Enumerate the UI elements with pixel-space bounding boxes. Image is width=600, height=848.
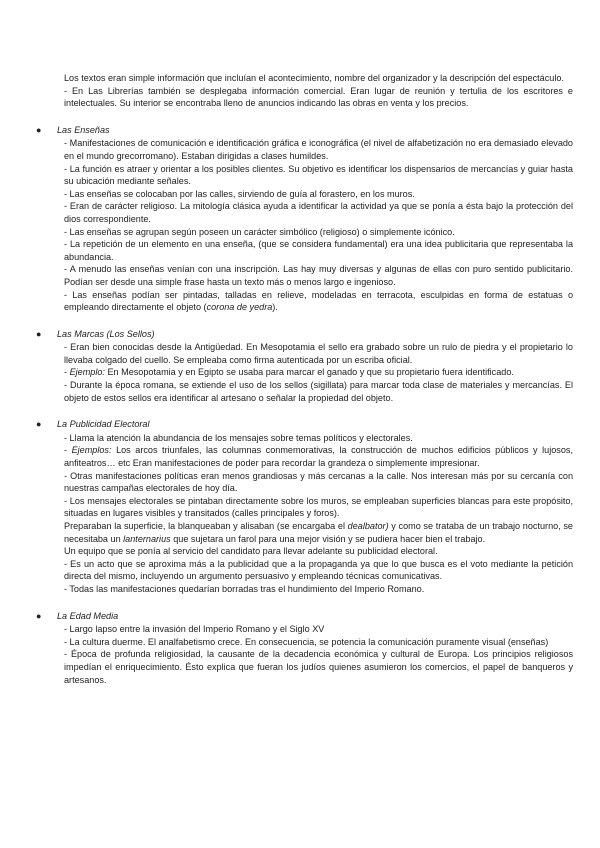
text-run: - La función es atraer y orientar a los posibles clientes. Su objetivo es identificar los dispensarios de mercancías y guiar hasta su ubicación mediante señales. (64, 163, 573, 187)
section-heading (36, 610, 573, 623)
body-paragraph (64, 366, 573, 379)
body-paragraph (64, 545, 573, 558)
intro-paragraph: - En Las Librerías también se desplegaba información comercial. Eran lugar de reunión y tertulia de los escritores e intelectuales. Su interior se encontraba lleno de anuncios indicando las obras en venta y los precios. (64, 85, 573, 109)
text-run: - Manifestaciones de comunicación e identificación gráfica e iconográfica (el nivel de alfabetización no era demasiado elevado en el mundo grecorromano). Estaban dirigidas a clases humildes. (64, 138, 573, 161)
text-run: y como se trataba de un trabajo nocturno, se necesitaba un (64, 521, 573, 544)
text-run: - Otras manifestaciones políticas eran menos grandiosas y más cercanas a la calle. Nos interesan más por su cercanía con nuestras campañas electorales de hoy día. (64, 470, 573, 494)
body-paragraph (64, 341, 573, 366)
text-run: Un equipo que se ponía al servicio del candidato para llevar adelante su publicidad electoral. (64, 546, 438, 557)
text-run: Preparaban la superficie, la blanqueaban y alisaban (se encargaba el (64, 521, 348, 531)
body-paragraph (64, 583, 573, 596)
body-paragraph (64, 470, 573, 495)
text-run: que sujetara un farol para una mejor visión y se pudiera hacer bien el trabajo. (170, 533, 486, 544)
sections-container (36, 124, 573, 686)
section-title: La Edad Media (57, 610, 119, 621)
text-run: - La cultura duerme. El analfabetismo crece. En consecuencia, se potencia la comunicación puramente visual (enseñas) (64, 636, 549, 647)
body-paragraph (64, 432, 573, 445)
section (36, 418, 573, 595)
text-run: - Es un acto que se aproxima más a la publicidad que a la propaganda ya que lo que busca es el voto mediante la petición directa del mismo, incluyendo un argumento persuasivo y empleando técnicas comunicativas. (64, 558, 573, 582)
body-paragraph (64, 636, 573, 649)
section-heading (36, 328, 573, 341)
text-run: Los arcos triunfales, las columnas conmemorativas, la construcción de muchos edificios públicos y lujosos, anfiteatros… etc Eran manifestaciones de poder para recordar la grandeza o simplemente impresionar. (64, 445, 573, 469)
text-run: - Época de profunda religiosidad, la causante de la decadencia económica y cultural de Europa. Los principios religiosos impedían el enriquecimiento. Ésto explica que fueran los judíos quienes asumieron los comercios, el papel de banqueros y artesanos. (64, 649, 573, 685)
body-paragraph (64, 444, 573, 469)
section-title: Las Marcas (Los Sellos) (57, 328, 155, 339)
text-run: - (64, 445, 72, 456)
bullet-icon: ● (36, 328, 42, 339)
body-paragraph (64, 558, 573, 583)
body-paragraph (64, 379, 573, 404)
section (36, 328, 573, 405)
section-body (64, 432, 573, 596)
text-run: - Durante la época romana, se extiende el uso de los sellos (sigillata) para marcar toda clase de materiales y mercancías. El objeto de estos sellos era identificar al artesano o señalar la propiedad del objeto. (64, 380, 573, 403)
body-paragraph (64, 226, 573, 239)
text-run: En Mesopotamia y en Egipto se usaba para marcar el ganado y que su propietario fuera identificado. (104, 367, 514, 378)
italic-text: lanternarius (123, 533, 171, 544)
section (36, 610, 573, 687)
text-run: - La repetición de un elemento en una enseña, (que se considera fundamental) era una idea publicitaria que representaba la abundancia. (64, 239, 573, 262)
intro-text (64, 72, 573, 110)
section-title: La Publicidad Electoral (57, 419, 150, 430)
text-run: - Eran de carácter religioso. La mitología clásica ayuda a identificar la actividad ya que se ponía a ésta bajo la protección del dios correspondiente. (64, 201, 573, 224)
text-run: ). (272, 302, 278, 313)
body-paragraph (64, 137, 573, 162)
body-paragraph (64, 289, 573, 314)
body-paragraph (64, 648, 573, 686)
text-run: - Las enseñas se colocaban por las calles, sirviendo de guía al forastero, en los muros. (64, 188, 415, 199)
italic-text: corona de yedra (206, 302, 273, 313)
italic-text: Ejemplos: (71, 445, 112, 456)
body-paragraph (64, 188, 573, 201)
body-paragraph (64, 238, 573, 263)
text-run: - Los mensajes electorales se pintaban directamente sobre los muros, se empleaban superficies blancas para este propósito, situadas en lugares visibles y transitados (calles principales y foros). (64, 495, 573, 519)
section-body (64, 623, 573, 686)
text-run: - (64, 367, 70, 378)
text-run: - Eran bien conocidas desde la Antigüedad. En Mesopotamia el sello era grabado sobre un rulo de piedra y el propietario lo llevaba colgado del cuello. Se empleaba como firma autenticada por un escriba oficial. (64, 342, 573, 365)
text-run: - A menudo las enseñas venían con una inscripción. Las hay muy diversas y algunas de ellas con puro sentido publicitario. Podían ser desde una simple frase hasta un texto más o menos largo e ingenioso. (64, 264, 573, 287)
section (36, 124, 573, 314)
intro-paragraph: Los textos eran simple información que incluían el acontecimiento, nombre del organizador y la descripción del espectáculo. (64, 73, 564, 83)
bullet-icon: ● (36, 610, 42, 621)
italic-text: Ejemplo: (69, 367, 105, 378)
text-run: - Todas las manifestaciones quedarían borradas tras el hundimiento del Imperio Romano. (64, 583, 425, 594)
body-paragraph (64, 520, 573, 545)
text-run: - Largo lapso entre la invasión del Imperio Romano y el Siglo XV (64, 624, 325, 635)
body-paragraph (64, 200, 573, 225)
text-run: - Las enseñas se agrupan según poseen un carácter simbólico (religioso) o simplemente icónico. (64, 226, 455, 237)
bullet-icon: ● (36, 419, 42, 430)
section-heading (36, 418, 573, 431)
text-run: - Llama la atención la abundancia de los mensajes sobre temas políticos y electorales. (64, 432, 413, 443)
body-paragraph (64, 163, 573, 188)
section-title: Las Enseñas (57, 124, 110, 135)
body-paragraph (64, 495, 573, 520)
section-body (64, 137, 573, 313)
body-paragraph (64, 263, 573, 288)
text-run: - Las enseñas podían ser pintadas, talladas en relieve, modeladas en terracota, esculpidas en forma de estatuas o empleando directamente el objeto ( (64, 289, 573, 313)
bullet-icon: ● (36, 124, 42, 135)
italic-text: dealbator) (347, 521, 389, 531)
section-heading (36, 124, 573, 137)
body-paragraph (64, 623, 573, 636)
section-body (64, 341, 573, 404)
